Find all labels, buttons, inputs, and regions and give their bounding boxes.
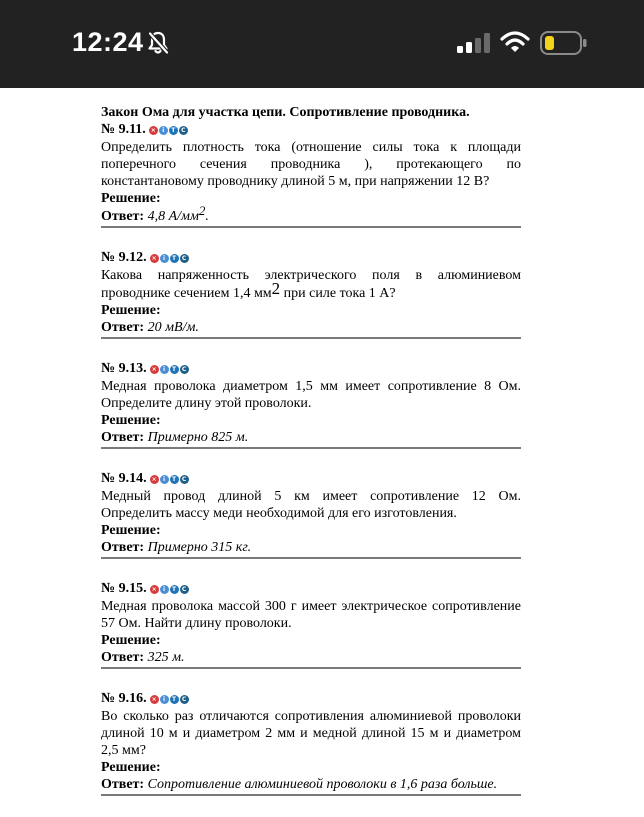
calc-icon[interactable]: C [179, 126, 188, 135]
calc-icon[interactable]: C [180, 475, 189, 484]
answer-text: 4,8 А/мм [147, 209, 199, 224]
problem-text-main: Какова напряженность электрического поля в алюминиевом проводнике сечением 1,4 мм [101, 268, 521, 301]
solution-label: Решение: [101, 760, 161, 775]
answer-value: Примерно 825 м. [147, 430, 249, 445]
answer-value: Примерно 315 кг. [147, 540, 252, 555]
problem-number: № 9.13. [101, 361, 147, 376]
problem-text: Медный провод длиной 5 км имеет сопротивление 12 Ом. Определить массу меди необходимой для его изготовления. [101, 489, 521, 521]
solution-label: Решение: [101, 303, 161, 318]
answer-line [101, 776, 521, 796]
answer-line [101, 429, 521, 449]
problem-number: № 9.14. [101, 471, 147, 486]
problem-text: Медная проволока массой 300 г имеет электрическое сопротивление 57 Ом. Найти длину проволоки. [101, 599, 521, 631]
solution-label: Решение: [101, 523, 161, 538]
solution-label: Решение: [101, 413, 161, 428]
page-title: Закон Ома для участка цепи. Сопротивление проводника. [101, 105, 470, 120]
problem-header [101, 121, 521, 139]
problem-text [101, 267, 521, 302]
calc-icon[interactable]: C [180, 365, 189, 374]
answer-line [101, 539, 521, 559]
wifi-icon [500, 30, 530, 54]
solution-label: Решение: [101, 633, 161, 648]
cellular-signal-icon [457, 33, 491, 53]
answer-line [101, 649, 521, 669]
close-icon[interactable]: × [151, 475, 157, 483]
answer-label: Ответ: [101, 209, 145, 224]
close-icon[interactable]: × [151, 695, 157, 703]
problem-text: Во сколько раз отличаются сопротивления алюминиевой проволоки длиной 10 м и диаметром 2 мм и медной длиной 15 м и диаметром 2,5 мм? [101, 709, 521, 758]
status-time: 12:24 [72, 27, 144, 57]
answer-line [101, 319, 521, 339]
problem-header [101, 580, 521, 598]
theory-icon[interactable]: T [170, 585, 179, 594]
info-icon[interactable]: i [159, 126, 168, 135]
problem-number: № 9.15. [101, 581, 147, 596]
answer-line [101, 203, 521, 228]
problem-header [101, 690, 521, 708]
solution-label: Решение: [101, 191, 161, 206]
problem-9-16 [101, 690, 521, 796]
problem-text-tail: при силе тока 1 А? [280, 286, 396, 301]
problem-number: № 9.12. [101, 250, 147, 265]
info-icon[interactable]: i [160, 254, 169, 263]
info-icon[interactable]: i [160, 585, 169, 594]
answer-label: Ответ: [101, 430, 145, 445]
problem-number: № 9.11. [101, 122, 146, 137]
problem-header [101, 470, 521, 488]
answer-value [147, 203, 209, 224]
info-icon[interactable]: i [160, 475, 169, 484]
theory-icon[interactable]: T [170, 365, 179, 374]
answer-label: Ответ: [101, 777, 145, 792]
problem-9-13 [101, 360, 521, 449]
calc-icon[interactable]: C [180, 585, 189, 594]
theory-icon[interactable]: T [170, 475, 179, 484]
info-icon[interactable]: i [160, 695, 169, 704]
problem-superscript: 2 [271, 279, 281, 298]
answer-label: Ответ: [101, 320, 145, 335]
problem-number: № 9.16. [101, 691, 147, 706]
bell-slash-icon [147, 31, 169, 55]
problem-9-11 [101, 121, 521, 228]
battery-low-icon [540, 31, 588, 55]
problem-header [101, 360, 521, 378]
problem-9-14 [101, 470, 521, 559]
close-icon[interactable]: × [150, 126, 156, 134]
close-icon[interactable]: × [151, 254, 157, 262]
answer-label: Ответ: [101, 650, 145, 665]
page-content [101, 104, 521, 817]
problem-text: Определить плотность тока (отношение силы тока к площади поперечного сечения проводника ), протекающего по константановому проводнику длиной 5 м, при напряжении 12 В? [101, 140, 521, 189]
calc-icon[interactable]: C [180, 254, 189, 263]
answer-tail: . [205, 209, 209, 224]
close-icon[interactable]: × [151, 585, 157, 593]
close-icon[interactable]: × [151, 365, 157, 373]
answer-label: Ответ: [101, 540, 145, 555]
answer-value: 20 мВ/м. [147, 320, 199, 335]
answer-value: 325 м. [147, 650, 185, 665]
answer-superscript: 2 [198, 203, 206, 218]
calc-icon[interactable]: C [180, 695, 189, 704]
theory-icon[interactable]: T [170, 254, 179, 263]
theory-icon[interactable]: T [170, 695, 179, 704]
theory-icon[interactable]: T [169, 126, 178, 135]
problem-header [101, 249, 521, 267]
info-icon[interactable]: i [160, 365, 169, 374]
answer-value: Сопротивление алюминиевой проволоки в 1,6 раза больше. [147, 777, 498, 792]
problem-text: Медная проволока диаметром 1,5 мм имеет сопротивление 8 Ом. Определите длину этой проволоки. [101, 379, 521, 411]
status-bar [0, 0, 644, 88]
problem-9-15 [101, 580, 521, 669]
problem-9-12 [101, 249, 521, 339]
